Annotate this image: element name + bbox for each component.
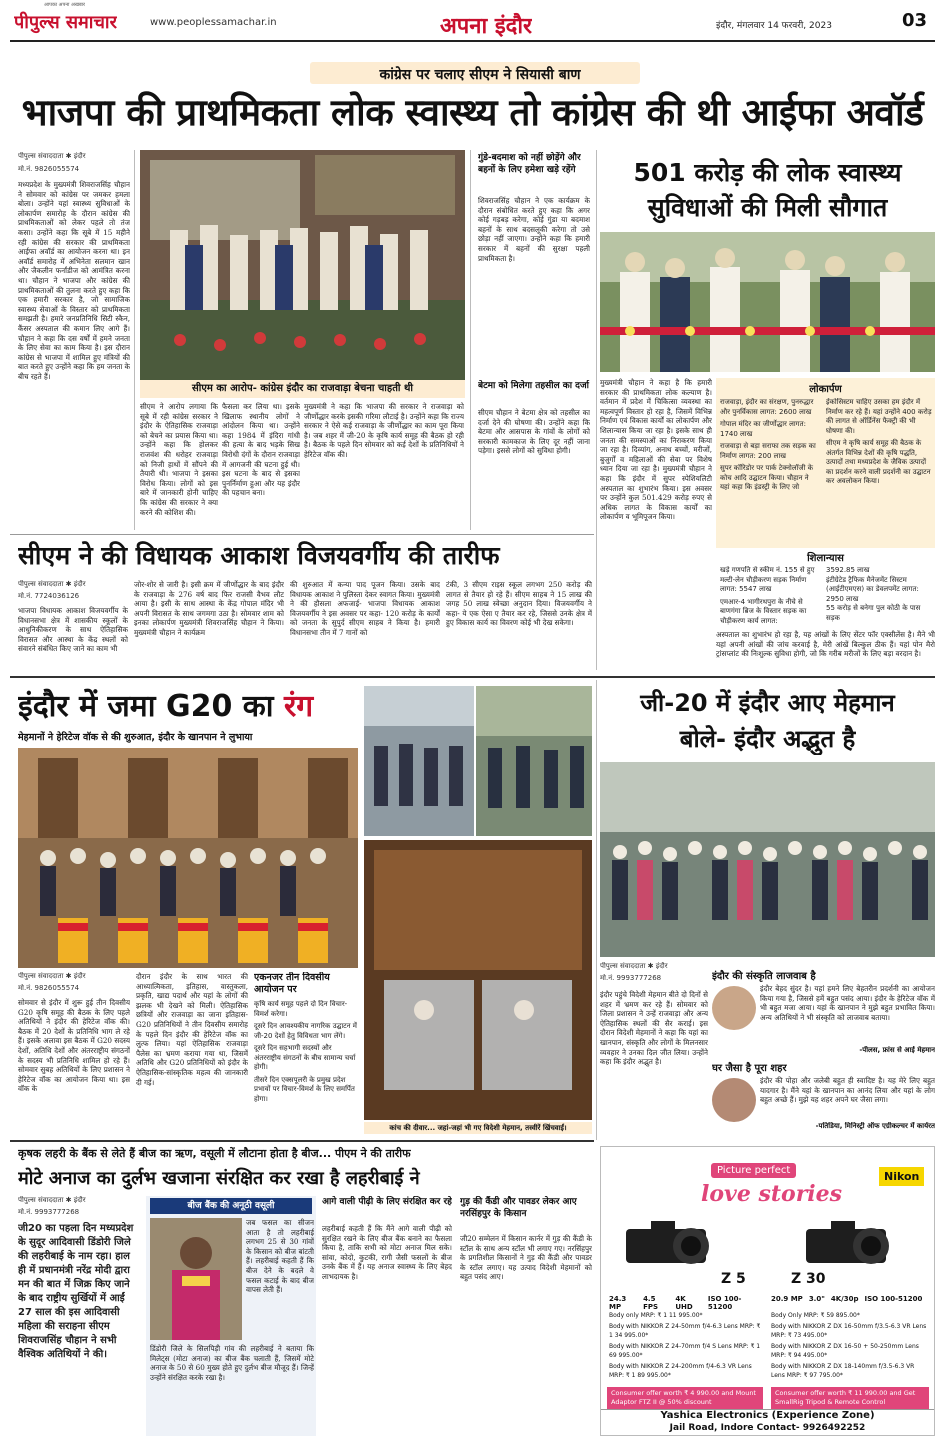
ad-tagline-a: Picture perfect xyxy=(711,1163,796,1178)
divider xyxy=(470,150,471,530)
story4-photo-caption: कांच की दीवार... जहां-जहां भी गए विदेशी मेहमान, तस्वीरें खिंचवाईं। xyxy=(364,1122,592,1134)
camera-icon xyxy=(801,1217,911,1267)
specs-right xyxy=(771,1295,931,1303)
laharibai-photo xyxy=(150,1218,242,1340)
spec: ISO 100-51200 xyxy=(707,1295,742,1311)
story3-byline: पीपुल्स संवाददाता ✱ इंदौर xyxy=(18,580,86,588)
story5-body: इंदौर पहुंचे विदेशी मेहमान बीते दो दिनों से शहर में भ्रमण कर रहे हैं। सोमवार को जिला प्रशासन ने उन्हें राजवाड़ा और अन्य ऐतिहासिक स्थलों की सैर कराई। इस दौरान विदेशी मेहमानों ने कहा कि यहां का खानपान, संस्कृति और लोगों के मिलनसार व्यवहार ने उनका दिल जीत लिया। उन्होंने कहा कि इंदौर अद्भुत है। xyxy=(600,990,708,1067)
story3-mobile: मो.नं. 7724036126 xyxy=(18,592,80,600)
story5-mobile: मो.नं. 9993777268 xyxy=(600,974,662,982)
heritage-group-photo xyxy=(18,748,358,968)
list-item: तीसरे दिन एक्सपूलरी के प्रमुख प्रदेश प्रभावों पर विचार-विमर्श के लिए समर्पित होगा। xyxy=(254,1075,355,1103)
offer-item: Body with NIKKOR Z 24-70mm f/4 S Lens MRP: ₹ 1 69 995.00* xyxy=(609,1343,761,1359)
spec: ISO 100-51200 xyxy=(864,1295,923,1303)
agenda-title: एकनजर तीन दिवसीय आयोजन पर xyxy=(254,972,330,995)
portrait-photo xyxy=(150,1218,242,1340)
story4-photo-group xyxy=(18,748,358,968)
story6-headline: मोटे अनाज का दुर्लभ खजाना संरक्षित कर रखा है लहरीबाई ने xyxy=(18,1168,420,1189)
story1-headline: भाजपा की प्राथमिकता लोक स्वास्थ्य तो कांग्रेस की थी आईफा अवॉर्ड xyxy=(21,91,924,134)
story1-kicker: कांग्रेस पर चलाए सीएम ने सियासी बाण xyxy=(379,67,581,83)
divider xyxy=(596,680,597,1140)
list-item: गोपाल मंदिर का जीर्णोद्धार लागत: 1740 लाख xyxy=(720,420,806,438)
story3-col2: जोर-शोर से जारी है। इसी क्रम में जीर्णोद्धार के बाद इंदौर के राजवाड़ा के 276 वर्ष बाद फिर राजसी वैभव लौट आया है। इसी के साथ आस्था के केंद्र गोपाल मंदिर भी अपनी विरासत के साथ जगमगा उठा है। सोमवार शाम को इनका लोकार्पण मुख्यमंत्री शिवराजसिंह चौहान ने किया। मुख्यमंत्री चौहान ने कार्यक्रम xyxy=(134,580,284,637)
offers-left xyxy=(609,1311,765,1380)
seed-bank-title: बीज बैंक की अनूठी वसूली xyxy=(150,1198,312,1214)
offer-item: Body with NIKKOR Z DX 16-50 + 50-250mm Lens MRP: ₹ 94 495.00* xyxy=(771,1343,919,1359)
dealer-name: Yashica Electronics (Experience Zone) xyxy=(660,1410,875,1421)
cashback-right: Consumer offer worth ₹ 11 990.00 and Get SmallRig Tripod & Remote Control xyxy=(771,1387,929,1409)
story3-col1: भाजपा विधायक आकाश विजयवर्गीय के विधानसभा क्षेत्र में शासकीय स्कूलों के आधुनिकीकरण के साथ ऐतिहासिक विरासत और आस्था के केंद्र स्थलों को संवारने संबंधित किए जाने का काम भी xyxy=(18,606,128,654)
story4-headline-b: रंग xyxy=(284,689,314,724)
home-body: इंदौर की पोहा और जलेबी बहुत ही स्वादिष्ट है। यह मेरे लिए बहुत यादगार है। मैंने यहां के खानपान का आनंद लिया और यहां के लोग बहुत अच्छे हैं। मुझे यह शहर अपने घर जैसा लगा। xyxy=(760,1076,935,1105)
spec: 20.9 MP xyxy=(771,1295,803,1303)
col-b-body: जी20 सम्मेलन में किसान कार्नर में गुड़ की कैंडी के स्टॉल के साथ अन्य स्टॉल भी लगाए गए। नरसिंहपुर के प्रगतिशील किसानों ने गुड़ की कैंडी और पावडर के स्टॉल लगाए। यह उत्पाद विदेशी मेहमानों को बहुत पसंद आए। xyxy=(460,1234,592,1282)
story2-body-b: अस्पताल का शुभारंभ हो रहा है, यह आंखों के लिए सेंटर फॉर एक्सीलेंस है। मैने भी यहां अपनी आंखों की जांच करवाई है, मेरी आंखें बिल्कुल ठीक हैं। यहां पोन मैरो ट्रांसप्लांट की निःशुल्क सुविधा होगी, जो कि गरीब मरीजों के लिए बड़ा वरदान है। xyxy=(716,630,935,659)
list-item: दूसरे दिन आवश्यकीय नागरिक उद्घाटन में जी-20 देशों हेतु विविधता भाग लेंगे। xyxy=(254,1022,357,1040)
list-item: एमआर-4 भागीरथपुरा के नीचे से बाणगंगा ब्रिज के विस्तार सड़क का चौड़ीकरण कार्य लागत: xyxy=(720,597,807,625)
home-quote: -पतिडिया, मिनिस्ट्री ऑफ एग्रीकल्चर में कार्यरत xyxy=(815,1122,935,1130)
divider xyxy=(134,150,135,530)
masthead xyxy=(0,0,945,60)
story1-col3: फैसला कर लिया था। इसके खिलाफ स्थानीय लोगों ने आंदोलन किया था। उन्होंने कहा 1984 में इंदिरा गांधी की हत्या के बाद भड़के सिख विरोधी दंगों के दौरान राजवाड़ा में आगजनी की घटना हुई थी। इस घटना के बाद से इसका पुनर्निर्माण हुआ और यह इंदौर की पहचान बना। xyxy=(222,402,300,498)
story1-col2: सीएम ने आरोप लगाया कि सूबे में रही कांग्रेस सरकार ने इंदौर के ऐतिहासिक राजवाड़ा को बेचने का प्रयास किया था। उन्होंने कहा कि होलकर राजवंश की धरोहर राजवाड़ा को निजी हाथों में सौंपने की तैयारी थी। भाजपा ने इसका विरोध किया। लोगों को इस बारे में जानकारी होनी चाहिए कि कांग्रेस की सरकार ने क्या करने की कोशिश की। xyxy=(140,402,218,517)
model-right: Z 30 xyxy=(791,1271,826,1287)
ad-brand: Nikon xyxy=(879,1167,924,1186)
shilanyas-title: शिलान्यास xyxy=(807,553,844,564)
nikon-ad[interactable] xyxy=(600,1146,935,1436)
glass-cabinet-photo xyxy=(364,840,592,1120)
list-item: कृषि कार्य समूह पहले दो दिन विचार-विमर्श करेगा। xyxy=(254,1000,348,1018)
logo: पीपुल्स समाचार xyxy=(14,12,117,33)
spec: 4K UHD xyxy=(675,1295,693,1311)
col-a-title: आगे वाली पीढ़ी के लिए संरक्षित कर रहे xyxy=(322,1197,452,1207)
side-subhead: बेटमा को मिलेगा तहसील का दर्जा xyxy=(478,381,589,391)
model-left: Z 5 xyxy=(721,1271,746,1287)
list-item: राजवाड़ा से बड़ा सराफा तक सड़क का निर्माण लागत: 200 लाख xyxy=(720,442,816,460)
story6-byline: पीपुल्स संवाददाता ✱ इंदौर xyxy=(18,1196,86,1204)
seed-bank-body2: डिंडोरी जिले के सिलपिड़ी गांव की लहरीबाई ने बताया कि मिलेट्स (मोटा अनाज) का बीज बैंक चलाती हैं, जिसमें मोटे अनाज के 50 से 60 मुख्य होते हुए दुर्लभ बीज मौजूद हैं। जिन्हें उन्होंने संरक्षित करके रखा है। xyxy=(150,1344,314,1382)
story5-byline: पीपुल्स संवाददाता ✱ इंदौर xyxy=(600,962,668,970)
walk-photo xyxy=(476,686,592,836)
side-heading: गुंडे-बदमाश को नहीं छोड़ेंगे और बहनों के लिए हमेशा खड़े रहेंगे xyxy=(478,153,581,175)
story4-photo-walk-2 xyxy=(476,686,592,836)
story1-photo xyxy=(140,150,465,380)
shilanyas-left-list xyxy=(720,566,820,626)
camera-icon xyxy=(621,1217,731,1267)
divider xyxy=(10,534,594,535)
offer-item: Body with NIKKOR Z DX 16-50mm f/3.5-6.3 VR Lens MRP: ₹ 73 495.00* xyxy=(771,1323,927,1339)
cashback-left: Consumer offer worth ₹ 4 990.00 and Mount Adaptor FTZ II @ 50% discount xyxy=(607,1387,763,1409)
page-number: 03 xyxy=(902,10,928,31)
story1-byline: पीपुल्स संवाददाता ✱ इंदौर xyxy=(18,152,86,160)
story3-col4: टंकी, 3 सीएम राइस स्कूल लगभग 250 करोड़ की लागत से तैयार हो रहे हैं। सीएम साहब ने 15 लाख की जगह 50 लाख स्वेच्छा अनुदान दिया। विजयवर्गीय ने कहा- ये एक ऐसा ए तैयार कर रहे, जिससे उनके क्षेत्र में हुए विकास कार्य का विवरण कोई भी देख सकेगा। xyxy=(446,580,592,628)
issue-date: इंदौर, मंगलवार 14 फरवरी, 2023 xyxy=(716,21,832,31)
lokarpan-left-list xyxy=(720,398,820,546)
culture-quote: -पीलस, फ्रांस से आई मेहमान xyxy=(859,1046,935,1054)
lokarpan-title: लोकार्पण xyxy=(809,384,842,395)
col-b-title: गुड़ की कैंडी और पावडर लेकर आए नरसिंहपुर के किसान xyxy=(460,1197,577,1219)
col-a-body: लहरीबाई कहती हैं कि मैंने आगे वाली पीढ़ी को सुरक्षित रखने के लिए बीज बैंक बनाने का फैसला किया है, ताकि सभी को मोटा अनाज मिल सके। सांवा, कोदो, कुटकी, रागी जैसी फसलों के बीज उनके बैंक में हैं। यह अनाज स्वास्थ्य के लिए बेहद लाभदायक है। xyxy=(322,1224,452,1281)
story1-photo-caption: सीएम का आरोप- कांग्रेस इंदौर का राजवाड़ा बेचना चाहती थी xyxy=(140,380,465,398)
stage-photo xyxy=(140,150,465,380)
list-item: इंटीग्रेटेड ट्रैफिक मैनेजमेंट सिस्टम (आईटीएमएस) का डेवलपमेंट लागत: 2950 लाख xyxy=(826,575,919,603)
story1-col1: मध्यप्रदेश के मुख्यमंत्री शिवराजसिंह चौहान ने सोमवार को कांग्रेस पर जमकर हमला बोला। उन्होंने यहां स्वास्थ्य सुविधाओं के लोकार्पण समारोह के दौरान कांग्रेस की प्राथमिकताओं को लेकर पहले तो तंज कसा। उन्होंने कहा कि सूबे में 15 महीने रही कांग्रेस की सरकार की प्राथमिकता आईफा अवॉर्ड का आयोजन करना था। इन अवॉर्ड समारोह में अभिनेता सलमान खान और जैकलीन फर्नांडीज को आमंत्रित करना था। चौहान ने भाजपा और कांग्रेस की प्राथमिकताओं की तुलना करते हुए कहा कि एक हमारी सरकार है, जो सामाजिक स्वास्थ्य सेवाओं के विस्तार को प्राथमिकता समझती है। हमारे जनप्रतिनिधि सिटी स्कैन, कैंसर अस्पताल की कमान लिए आगे हैं। चौहान ने कहा कि दस वर्षों में हमने जनता के लिए सेवा का काम किया है। इस दौरान कांग्रेस से भाजपा में शामिल हुए मंत्रियों की बात करते हुए उन्होंने कहा कि हम जनता के बीच रहते हैं। xyxy=(18,180,130,381)
shilanyas-right-list xyxy=(826,566,932,626)
story4-col1: सोमवार से इंदौर में शुरू हुई तीन दिवसीय G20 कृषि समूह की बैठक के लिए पहले अतिथियों ने इंदौर की हेरिटेज वॉक की। बैठक में 20 देशों के प्रतिनिधि भाग ले रहे हैं। इसके अलावा इस बैठक में G20 सदस्य देशों, अतिथि देशों और अंतरराष्ट्रीय संगठनों के सदस्य भी प्रतिनिधि शामिल हो रहे हैं। सोमवार सुबह अतिथियों के लिए प्रशासन ने हेरिटेज वॉक का आयोजन किया था। इस वॉक के xyxy=(18,998,130,1094)
story6-kicker: कृषक लहरी के बैंक से लेते हैं बीज का ऋण, वसूली में लौटाना होता है बीज... पीएम ने की तारीफ xyxy=(18,1147,411,1160)
list-item: सुपर कॉरिडोर पर पार्क टेक्नोलॉजी के कोच आदि उद्घाटन किया। चौहान ने यहां कहा कि इंडस्ट्री के लिए जो xyxy=(720,464,813,491)
offer-item: Body only MRP: ₹ 1 11 995.00* xyxy=(609,1312,703,1319)
divider xyxy=(596,150,597,670)
guest-avatar-2 xyxy=(712,1078,756,1122)
divider xyxy=(10,1140,594,1142)
home-title: घर जैसा है पूरा शहर xyxy=(712,1063,787,1074)
list-item: ईकोसिस्टम चाहिए उसका हम इंदौर में निर्माण कर रहे हैं। यहां उन्होंने 400 करोड़ की लागत से ऑर्डिनेंस फैक्ट्री की भी घोषणा की। xyxy=(826,398,932,435)
list-item: राजवाड़ा, इंदौर का संरक्षण, पुनरुद्धार और पुनर्विकास लागत: 2600 लाख xyxy=(720,398,814,416)
logo-tag: आपका अपना अखबार xyxy=(44,2,86,8)
culture-body: इंदौर बेहद सुंदर है। यहां हमने लिए बेहतरीन प्रदर्शनी का आयोजन किया गया है, जिससे हमें बहुत पसंद आया। इंदौर के हेरिटेज वॉक में भी बहुत मजा आया। यहां के खानपान ने मुझे बहुत प्रभावित किया। अन्य अतिथियों ने भी संस्कृति को लाजवाब बताया। xyxy=(760,984,935,1022)
guest-avatar-1 xyxy=(712,986,756,1030)
list-item: 55 करोड़ से बनेगा पुल कोठी के पास सड़क xyxy=(826,604,921,622)
list-item: दूसरे दिन सहभागी सदस्यों और अंतरराष्ट्रीय संगठनों के बीच सामान्य चर्चा होगी। xyxy=(254,1044,356,1071)
specs-left xyxy=(609,1295,759,1311)
story2-body: मुख्यमंत्री चौहान ने कहा है कि हमारी सरकार की प्राथमिकता लोक कल्याण है। वर्तमान में प्रदेश में चिकित्सा व्यवस्था का महत्वपूर्ण विस्तार हो रहा है, जिसमें विभिन्न निर्माण एवं विकास कार्यों का लोकार्पण और शिलान्यास किया जा रहा है। इसके साथ ही जनता की समस्याओं का निराकरण किया जा रहा है। दिव्यांग, अनाथ बच्चों, मरीजों, बुजुर्गों व महिलाओं की सेवा पर विशेष ध्यान दिया जा रहा है। मुख्यमंत्री चौहान ने कहा कि इंदौर में सुपर स्पेशियलिटी अस्पताल का शुभारंभ किया। इस अवसर पर उन्होंने कुल 501.429 करोड़ रुपए से अधिक लागत के विकास कार्यों का लोकार्पण व भूमिपूजन किया। xyxy=(600,378,712,522)
story4-subhead: मेहमानों ने हेरिटेज वॉक से की शुरुआत, इंदौर के खानपान ने लुभाया xyxy=(18,732,253,743)
story5-headline-2: बोले- इंदौर अद्भुत है xyxy=(679,725,856,753)
agenda-list xyxy=(254,1000,358,1122)
story4-photo-glass xyxy=(364,840,592,1120)
offer-item: Body with NIKKOR Z 24-200mm f/4-6.3 VR Lens MRP: ₹ 1 89 995.00* xyxy=(609,1363,752,1379)
story6-intro: जी20 का पहला दिन मध्यप्रदेश के सुदूर आदिवासी डिंडोरी जिले की लहरीबाई के नाम रहा। हाल ही में प्रधानमंत्री नरेंद्र मोदी द्वारा मन की बात में जिक्र किए जाने के बाद राष्ट्रीय सुर्खियों में आईं 27 साल की इस आदिवासी महिला की सराहना सीएम शिवराजसिंह चौहान ने सभी वैश्विक अतिथियों ने की। xyxy=(18,1223,134,1360)
story4-byline: पीपुल्स संवाददाता ✱ इंदौर xyxy=(18,972,86,980)
side-body2: सीएम चौहान ने बेटमा क्षेत्र को तहसील का दर्जा देने की घोषणा की। उन्होंने कहा कि बेटमा और आसपास के गांवों के लोगों को सरकारी कामकाज के लिए दूर नहीं जाना पड़ेगा। इससे लोगों को सुविधा होगी। xyxy=(478,408,590,456)
offer-item: Body Only MRP: ₹ 59 895.00* xyxy=(771,1312,860,1319)
offer-item: Body with NIKKOR Z 24-50mm f/4-6.3 Lens MRP: ₹ 1 34 995.00* xyxy=(609,1323,761,1339)
ribbon-cutting-photo xyxy=(600,232,935,372)
story5-photo xyxy=(600,762,935,957)
list-item: खड़े गणपति से स्कीम नं. 155 से हुए मल्टी-लेन चौड़ीकरण सड़क निर्माण लागत: 5547 लाख xyxy=(720,566,815,593)
spec: 3.0" xyxy=(808,1295,825,1303)
list-item: 3592.85 लाख xyxy=(826,566,870,574)
offers-right xyxy=(771,1311,929,1380)
masthead-rule xyxy=(10,40,935,42)
spec: 4.5 FPS xyxy=(643,1295,659,1311)
story2-headline-2: सुविधाओं की मिली सौगात xyxy=(647,193,888,222)
spec: 24.3 MP xyxy=(609,1295,627,1311)
list-item: सीएम ने कृषि कार्य समूह की बैठक के अंतर्गत विभिन्न देशों की कृषि पद्धति, उत्पादों तथा मध्यप्रदेश के जैविक उत्पादों का प्रदर्शन करने वाली प्रदर्शनी का उद्घाटन कर अवलोकन किया। xyxy=(826,439,931,485)
story4-mobile: मो.नं. 9826055574 xyxy=(18,984,80,992)
section-title: अपना इंदौर xyxy=(440,14,533,39)
story2-photo xyxy=(600,232,935,372)
story1-mobile: मो.नं. 9826055574 xyxy=(18,165,80,173)
site-url: www.peoplessamachar.in xyxy=(150,17,277,28)
spec: 4K/30p xyxy=(830,1295,859,1303)
story4-col2: दौरान इंदौर के साथ भारत की आध्यात्मिकता, इतिहास, वास्तुकला, प्रकृति, खाद्य पदार्थ और यहां के लोगों की झलक भी देखने को मिली। ऐतिहासिक छत्रियों और राजवाड़ा का जाना इतिहास- G20 प्रतिनिधियों ने तीन दिवसीय समारोह के पहले दिन इंदौर की हेरिटेज वॉक का लुत्फ लिया। यहां ऐतिहासिक राजवाड़ा पैलेस का भ्रमण कराया गया था, जिसमें अतिथि और G20 प्रतिनिधियों को इंदौर के ऐतिहासिक-सांस्कृतिक महत्व की जानकारी दी गई। xyxy=(136,972,248,1087)
divider xyxy=(10,676,935,678)
seed-bank-body: जब फसल का सीजन आता है तो लहरीबाई लगभग 25 से 30 गांवों के किसान को बीज बांटती हैं। लहरीबाई कहती हैं कि बीज देने के बदले वे फसल कटाई के बाद बीज वापस लेती हैं। xyxy=(246,1218,314,1295)
side-body: शिवराजसिंह चौहान ने एक कार्यक्रम के दौरान संबोधित करते हुए कहा कि अगर कोई गड़बड़ करेगा, कोई गुंडा या बदमाश बहनों के साथ बदसलूकी करेगा तो उसे छोड़ा नहीं जाएगा। उन्होंने कहा कि हमारी सरकार में बहनों की सुरक्षा पहली प्राथमिकता है। xyxy=(478,196,590,263)
lokarpan-right-list xyxy=(826,398,932,546)
guests-group-photo xyxy=(600,762,935,957)
story3-headline: सीएम ने की विधायक आकाश विजयवर्गीय की तारीफ xyxy=(18,541,500,570)
story1-col4: मुख्यमंत्री ने कहा कि भाजपा की सरकार ने राजवाड़ा को जीर्णोद्धार करके इसकी गरिमा लौटाई है। उन्होंने कहा कि राज्य सरकार ने ऐसे कई राजवाड़ा के जीर्णोद्धार का काम पूरा किया है। जब शहर में जी-20 के कृषि कार्य समूह की बैठक हो रही है। बैठक के पहले दिन सोमवार को कई देशों के प्रतिनिधियों ने हेरिटेज वॉक की। xyxy=(304,402,464,459)
story4-headline-a: इंदौर में जमा G20 का xyxy=(18,689,274,724)
story3-col3: की शुरुआत में कन्या पाद पूजन किया। उसके बाद विधायक आकाश ने पुलिस्ता देकर स्वागत किया। मुख्यमंत्री ने की हौसला अफजाई- भाजपा विधायक आकाश विजयवर्गीय ने इस अवसर पर कहा- 120 करोड़ के कार्यों को जनता के सुपुर्द सीएम साहब ने किया है। हमारी विधानसभा तीन में 7 गानों को xyxy=(290,580,440,637)
story5-headline-1: जी-20 में इंदौर आए मेहमान xyxy=(640,689,895,717)
story4-headline xyxy=(18,684,358,725)
story6-mobile: मो.नं. 9993777268 xyxy=(18,1208,80,1216)
offer-item: Body with NIKKOR Z DX 18-140mm f/3.5-6.3 VR Lens MRP: ₹ 97 795.00* xyxy=(771,1363,915,1379)
story4-photo-walk-1 xyxy=(364,686,474,836)
dealer-address: Jail Road, Indore Contact- 9926492252 xyxy=(669,1423,866,1433)
ad-tagline-b: love stories xyxy=(701,1181,843,1207)
walk-photo xyxy=(364,686,474,836)
culture-title: इंदौर की संस्कृति लाजवाब है xyxy=(712,971,816,982)
story2-headline-1: 501 करोड़ की लोक स्वास्थ्य xyxy=(633,158,902,187)
